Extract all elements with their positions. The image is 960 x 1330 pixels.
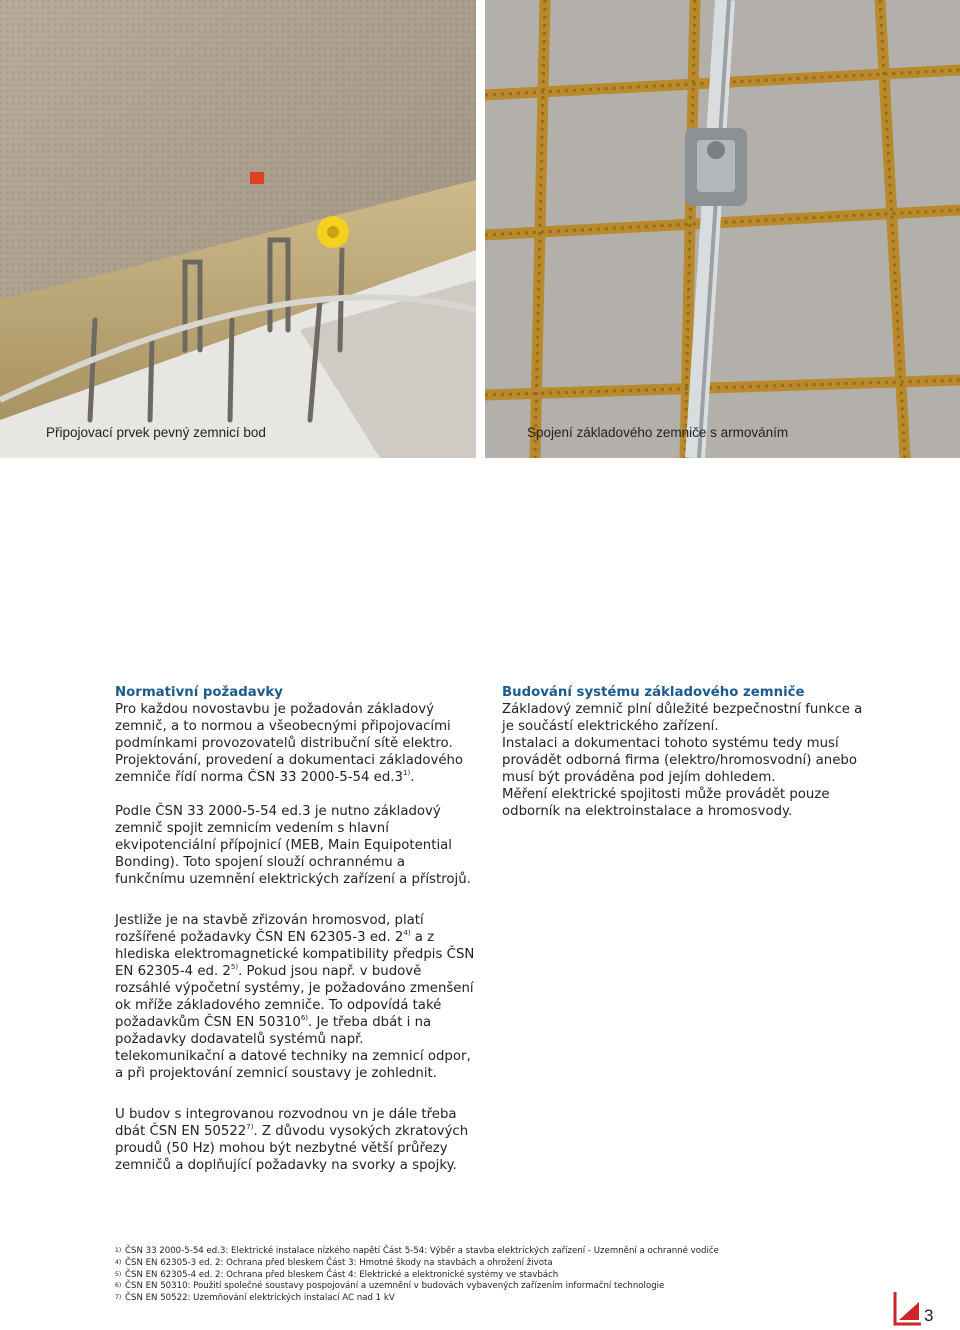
footnote: 1) ČSN 33 2000-5-54 ed.3: Elektrické instalace nízkého napětí Část 5-54: Výběr a stavba elektrických zařízení - Uzemnění a ochranné vodiče xyxy=(115,1246,719,1256)
paragraph-meb: Podle ČSN 33 2000-5-54 ed.3 je nutno základový zemnič spojit zemnicím vedením s hlavní ekvipotenciální přípojnicí (MEB, Main Equipotential Bonding). Toto spojení slouží ochrannému a funkčnímu uzemnění elektrických zařízení a přístrojů. xyxy=(115,804,471,887)
photo-caption-left: Připojovací prvek pevný zemnicí bod xyxy=(46,425,266,440)
paragraph-installation: Instalaci a dokumentaci tohoto systému tedy musí provádět odborná firma (elektro/hromosvodní) anebo musí být prováděna pod jejím dohledem. xyxy=(502,736,857,785)
footnote: 6) ČSN EN 50310: Použití společné soustavy pospojování a uzemnění v budovách vybavených zařízením informační technologie xyxy=(115,1281,665,1292)
photo-foundation-terminal xyxy=(0,0,476,458)
heading-building-system: Budování systému základového zemniče xyxy=(502,685,805,700)
paragraph-measurement: Měření elektrické spojitosti může provádět pouze odborník na elektroinstalace a hromosvody. xyxy=(502,787,830,819)
paragraph-hv-substation: U budov s integrovanou rozvodnou vn je dále třeba dbát ČSN EN 50522$^{7)}$. Z důvodu vysokých zkratových proudů (50 Hz) mohou být nezbytné větší průřezy zemničů a doplňující požadavky na svorky a spojky. xyxy=(115,1107,469,1173)
paragraph-normative: Pro každou novostavbu je požadován základový zemnič, a to normou a všeobecnými připojovacími podmínkami provozovatelů distribuční sítě elektro. Projektování, provedení a dokumentaci základového zemniče řídí norma ČSN 33 2000-5-54 ed.3$^{1)}$. xyxy=(115,702,464,785)
footnote: 4) ČSN EN 62305-3 ed. 2: Ochrana před bleskem Část 3: Hmotné škody na stavbách a ohrožení života xyxy=(115,1257,553,1268)
footnote: 5) ČSN EN 62305-4 ed. 2: Ochrana před bleskem Část 4: Elektrické a elektronické systémy ve stavbách xyxy=(115,1269,559,1280)
photo-rebar-clamp xyxy=(485,0,960,458)
right-column xyxy=(502,684,872,820)
paragraph-safety: Základový zemnič plní důležité bezpečnostní funkce a je součástí elektrického zařízení. xyxy=(502,702,863,734)
left-column xyxy=(115,684,475,1174)
photo-caption-right: Spojení základového zemniče s armováním xyxy=(527,425,789,440)
paragraph-lightning: Jestliže je na stavbě zřizován hromosvod, platí rozšířené požadavky ČSN EN 62305-3 ed. 2$^{4)}$ a z hlediska elektromagnetické kompatibility předpis ČSN EN 62305-4 ed. 2$^{5)}$. Pokud jsou např. v budově rozsáhlé výpočetní systémy, je požadováno zmenšení ok mříže základového zemniče. To odpovídá také požadavkům ČSN EN 50310$^{6)}$. Je třeba dbát i na požadavky dodavatelů systémů např. telekomunikační a datové techniky na zemnicí odpor, a při projektování zemnicí soustavy je zohlednit. xyxy=(115,913,475,1081)
page-number: 3 xyxy=(924,1306,934,1325)
footnotes xyxy=(115,1246,719,1305)
heading-normative-requirements: Normativní požadavky xyxy=(115,685,283,700)
dehn-logo-icon xyxy=(893,1290,923,1326)
footnote: 7) ČSN EN 50522: Uzemňování elektrických instalací AC nad 1 kV xyxy=(115,1293,395,1304)
